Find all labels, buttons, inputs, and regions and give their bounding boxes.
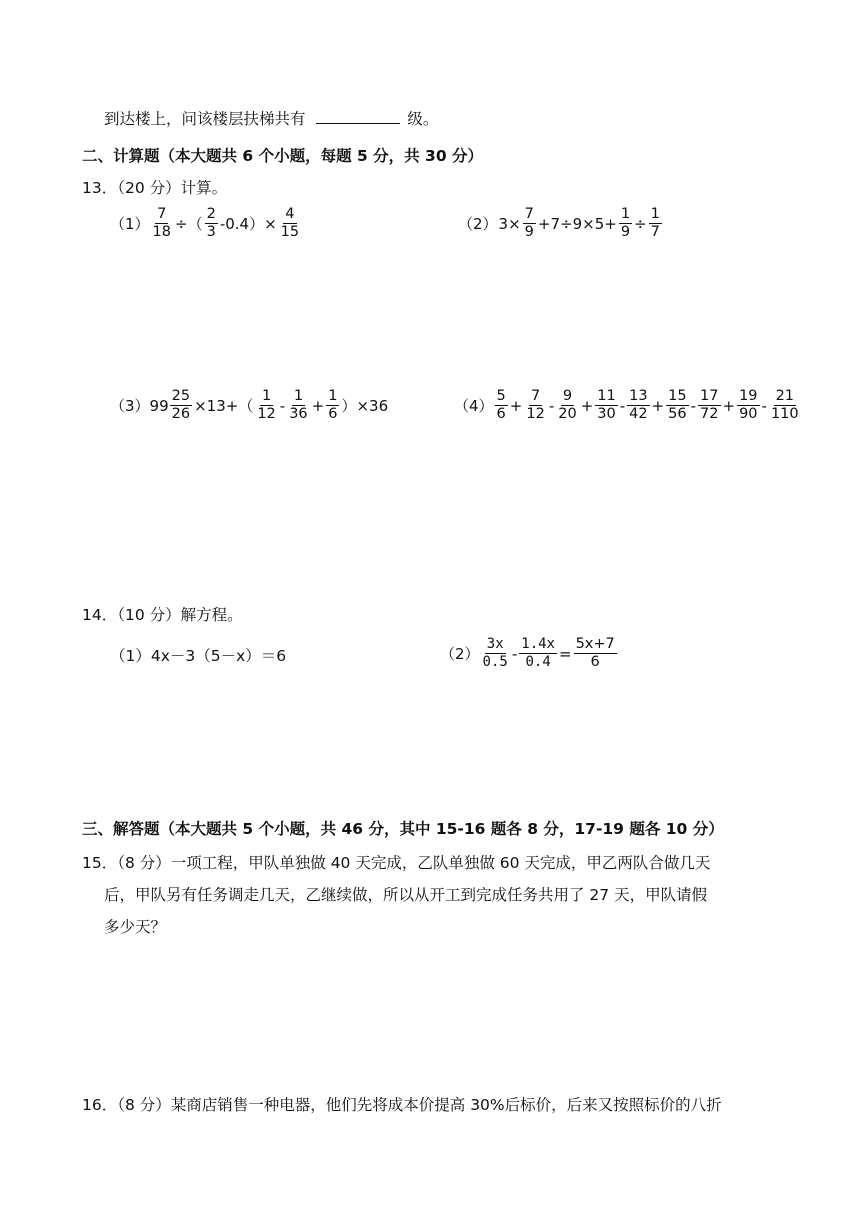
fraction: $\frac{19}{90}$	[739, 388, 758, 422]
prev-text-a: 到达楼上，问该楼层扶梯共有	[104, 110, 306, 128]
fraction: $\frac{1.4x}{0.4}$	[521, 636, 555, 670]
fraction: $\frac{1}{7}$	[650, 206, 660, 240]
q15-line2: 后，甲队另有任务调走几天，乙继续做，所以从开工到完成任务共用了 27 天，甲队请假	[104, 886, 708, 904]
fraction: $\frac{2}{3}$	[206, 206, 216, 240]
answer-blank[interactable]	[316, 109, 400, 124]
fraction: $\frac{25}{26}$	[171, 388, 191, 422]
operator: -	[761, 396, 767, 415]
q13-p4-terms	[494, 388, 802, 423]
q16-line1: 16．（8 分）某商店销售一种电器，他们先将成本价提高 30%后标价，后来又按照标价的八折	[82, 1096, 722, 1114]
fraction: $\frac{7}{18}$	[152, 206, 171, 240]
operator: -	[548, 396, 555, 415]
fraction: $\frac{4}{15}$	[280, 206, 300, 240]
operator: +	[651, 396, 665, 415]
operator: +	[580, 396, 594, 415]
prev-question-tail	[104, 108, 438, 130]
q13-part1: （1） $\frac{7}{18}$ ÷（ $\frac{2}{3}$ -0.4）× $\frac{4}{15}$	[110, 206, 300, 240]
q13-part2: （2） 3× $\frac{7}{9}$ +7÷9×5+ $\frac{1}{9}$ ÷ $\frac{1}{7}$	[458, 206, 660, 240]
section-2-title: 二、计算题（本大题共 6 个小题，每题 5 分，共 30 分）	[82, 147, 484, 165]
fraction: $\frac{13}{42}$	[629, 388, 648, 422]
fraction: $\frac{1}{36}$	[289, 388, 308, 422]
q14-part2: （2） $\frac{3x}{0.5}$ - $\frac{1.4x}{0.4}$ = $\frac{5x+7}{6}$	[440, 636, 615, 670]
section-3-title: 三、解答题（本大题共 5 个小题，共 46 分，其中 15-16 题各 8 分，17-19 题各 10 分）	[82, 820, 724, 838]
q13-part3: （3） 99 $\frac{25}{26}$ ×13+（ $\frac{1}{12}$ - $\frac{1}{36}$ + $\frac{1}{6}$ ）×36	[110, 388, 389, 422]
fraction: $\frac{21}{110}$	[770, 388, 799, 422]
fraction: $\frac{1}{9}$	[620, 206, 631, 240]
q14-header: 14．（10 分）解方程。	[82, 606, 243, 624]
q13-p4-label: （4）	[454, 397, 494, 415]
prev-text-b: 级。	[407, 110, 439, 128]
operator: -	[619, 396, 626, 415]
fraction: $\frac{17}{72}$	[700, 388, 719, 422]
fraction: $\frac{9}{20}$	[558, 388, 577, 422]
q15-line3: 多少天？	[104, 918, 167, 936]
fraction: $\frac{5x+7}{6}$	[575, 636, 615, 670]
fraction: $\frac{5}{6}$	[496, 388, 506, 422]
fraction: $\frac{7}{9}$	[524, 206, 534, 240]
q13-p2-label: （2）	[458, 215, 498, 233]
fraction: $\frac{3x}{0.5}$	[482, 636, 508, 670]
q13-p1-label: （1）	[110, 215, 150, 233]
q13-header: 13．（20 分）计算。	[82, 179, 228, 197]
fraction: $\frac{1}{12}$	[257, 388, 276, 422]
q15-line1: 15．（8 分）一项工程，甲队单独做 40 天完成，乙队单独做 60 天完成，甲乙两队合做几天	[82, 854, 711, 872]
operator: +	[722, 396, 736, 415]
fraction: $\frac{15}{56}$	[668, 388, 687, 422]
q13-part4	[454, 388, 802, 423]
fraction: $\frac{11}{30}$	[597, 388, 616, 422]
operator: -	[690, 396, 697, 415]
operator: +	[509, 396, 523, 415]
fraction: $\frac{1}{6}$	[328, 388, 338, 422]
fraction: $\frac{7}{12}$	[526, 388, 545, 422]
q14-part1: （1）4x－3（5－x）＝6	[110, 647, 287, 665]
q13-p3-label: （3）	[110, 397, 150, 415]
